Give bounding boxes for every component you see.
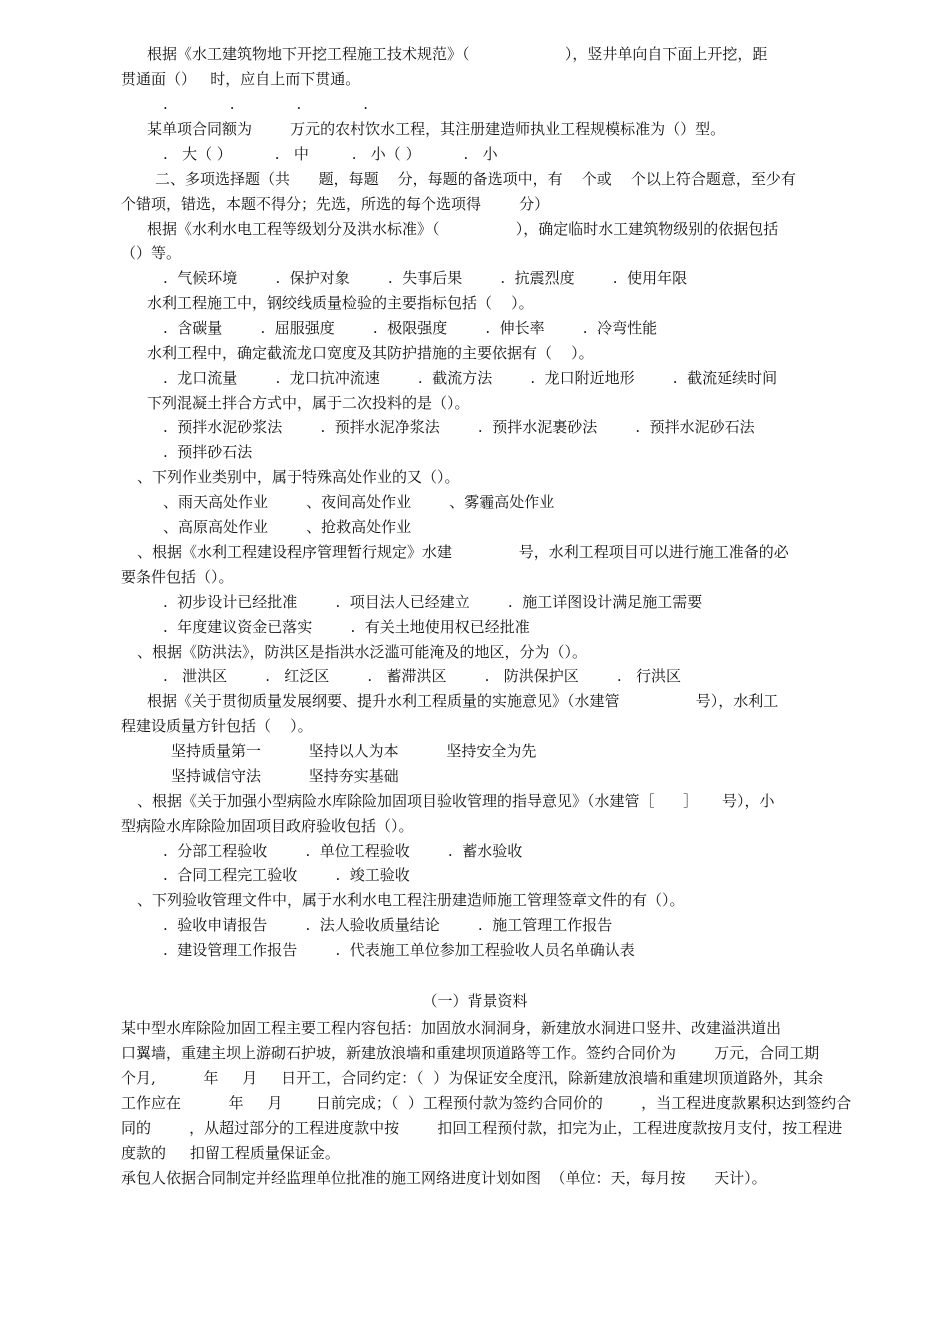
text-line: 根据《水工建筑物地下开挖工程施工技术规范》（ ），竖井单向自下面上开挖，距 — [147, 45, 768, 63]
text-line: . 验收申请报告 . 法人验收质量结论 . 施工管理工作报告 — [163, 916, 613, 934]
text-line: . . . . — [163, 95, 369, 113]
text-line: 、根据《水利工程建设程序管理暂行规定》水建 号，水利工程项目可以进行施工准备的必 — [137, 543, 789, 561]
text-line: . 预拌砂石法 — [163, 443, 253, 461]
text-line: 根据《关于贯彻质量发展纲要、提升水利工程质量的实施意见》（水建管 号），水利工 — [147, 692, 779, 710]
text-line: 型病险水库除险加固项目政府验收包括（）。 — [121, 817, 414, 835]
text-line: 要条件包括（）。 — [121, 568, 234, 586]
text-line: 、雨天高处作业 、夜间高处作业 、雾霾高处作业 — [163, 493, 555, 511]
text-line: 根据《水利水电工程等级划分及洪水标准》（ ），确定临时水工建筑物级别的依据包括 — [147, 220, 779, 238]
text-line: 贯通面（） 时，应自上而下贯通。 — [121, 70, 361, 88]
text-line: 程建设质量方针包括（ ）。 — [121, 717, 313, 735]
text-line: . 预拌水泥砂浆法 . 预拌水泥净浆法 . 预拌水泥裹砂法 . 预拌水泥砂石法 — [163, 418, 755, 436]
text-line: 、根据《关于加强小型病险水库除险加固项目验收管理的指导意见》（水建管［ ］ 号），小 — [137, 792, 775, 810]
text-line: . 合同工程完工验收 . 竣工验收 — [163, 866, 410, 884]
text-line: 度款的 扣留工程质量保证金。 — [121, 1144, 340, 1162]
text-line: 口翼墙，重建主坝上游砌石护坡，新建放浪墙和重建坝顶道路等工作。签约合同价为 万元，合同工期 — [121, 1044, 820, 1062]
text-line: . 含碳量 . 屈服强度 . 极限强度 . 伸长率 . 冷弯性能 — [163, 319, 658, 337]
text-line: 个错项，错选，本题不得分；先选，所选的每个选项得 分） — [121, 195, 550, 213]
text-line: 坚持质量第一 坚持以人为本 坚持安全为先 — [171, 742, 537, 760]
text-line: 水利工程施工中，钢绞线质量检验的主要指标包括（ ）。 — [147, 294, 534, 312]
text-line: . 年度建议资金已落实 . 有关土地使用权已经批准 — [163, 618, 530, 636]
text-line: 二、多项选择题（共 题，每题 分，每题的备选项中，有 个或 个以上符合题意，至少有 — [155, 170, 796, 188]
text-line: . 分部工程验收 . 单位工程验收 . 蓄水验收 — [163, 842, 523, 860]
text-line: 下列混凝土拌合方式中，属于二次投料的是（）。 — [147, 394, 470, 412]
text-line: 水利工程中，确定截流龙口宽度及其防护措施的主要依据有（ ）。 — [147, 344, 594, 362]
section-title: （一）背景资料 — [422, 992, 528, 1010]
text-line: 、高原高处作业 、抢救高处作业 — [163, 518, 412, 536]
text-line: 同的 ，从超过部分的工程进度款中按 扣回工程预付款，扣完为止，工程进度款按月支付，按工程进 — [121, 1119, 843, 1137]
text-line: . 大（ ） . 中 . 小（ ） . 小 — [163, 145, 498, 163]
text-line: . 建设管理工作报告 . 代表施工单位参加工程验收人员名单确认表 — [163, 941, 635, 959]
text-line: 、根据《防洪法》，防洪区是指洪水泛滥可能淹及的地区，分为（）。 — [137, 643, 588, 661]
text-line: 承包人依据合同制定并经监理单位批准的施工网络进度计划如图 （单位：天，每月按 天计）。 — [121, 1169, 767, 1187]
text-line: 、下列验收管理文件中，属于水利水电工程注册建造师施工管理签章文件的有（）。 — [137, 891, 685, 909]
text-line: 工作应在 年 月 日前完成；（ ）工程预付款为签约合同价的 ，当工程进度款累积达到签约合 — [121, 1094, 852, 1112]
text-line: . 气候环境 . 保护对象 . 失事后果 . 抗震烈度 . 使用年限 — [163, 269, 688, 287]
text-line: 个月, 年 月 日开工，合同约定：（ ）为保证安全度汛，除新建放浪墙和重建坝顶道路外，其余 — [121, 1069, 824, 1087]
text-line: 某单项合同额为 万元的农村饮水工程，其注册建造师执业工程规模标准为（）型。 — [147, 120, 726, 138]
text-line: . 泄洪区 . 红泛区 . 蓄滞洪区 . 防洪保护区 . 行洪区 — [163, 667, 681, 685]
text-line: 某中型水库除险加固工程主要工程内容包括：加固放水洞洞身，新建放水洞进口竖井、改建溢洪道出 — [121, 1019, 782, 1037]
text-line: . 初步设计已经批准 . 项目法人已经建立 . 施工详图设计满足施工需要 — [163, 593, 703, 611]
text-line: （）等。 — [121, 244, 182, 262]
text-line: . 龙口流量 . 龙口抗冲流速 . 截流方法 . 龙口附近地形 . 截流延续时间 — [163, 369, 778, 387]
text-line: 坚持诚信守法 坚持夯实基础 — [171, 767, 399, 785]
text-line: 、下列作业类别中，属于特殊高处作业的又（）。 — [137, 468, 460, 486]
